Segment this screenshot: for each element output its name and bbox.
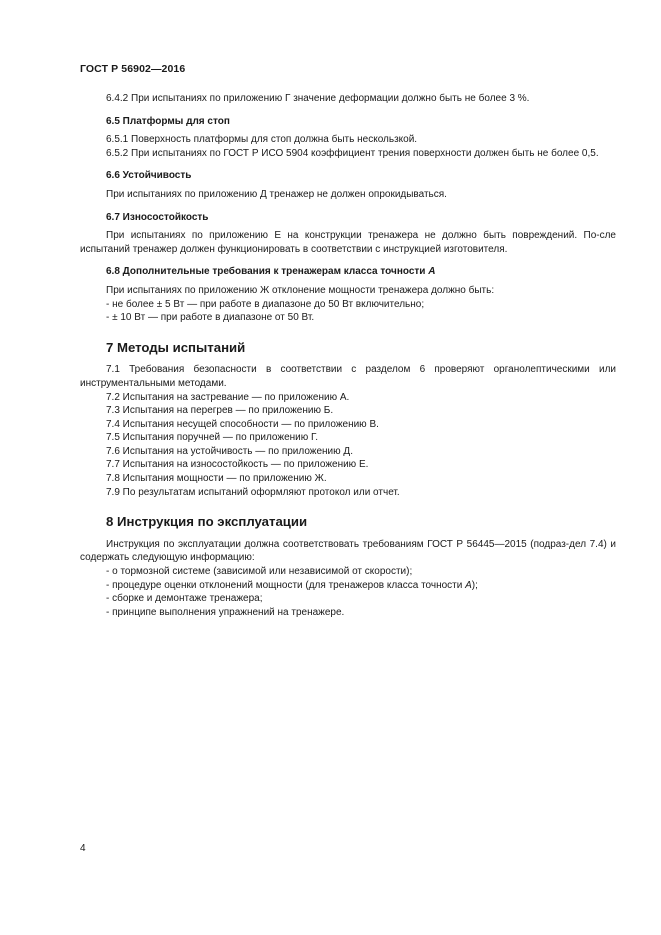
list-item: 7.9 По результатам испытаний оформляют протокол или отчет. [106,486,400,498]
heading-6-6: 6.6 Устойчивость [106,170,192,182]
accuracy-class-label: А [428,266,436,278]
document-header: ГОСТ Р 56902—2016 [80,63,186,75]
list-item: 7.4 Испытания несущей способности — по приложению В. [106,418,379,430]
paragraph-6-6: При испытаниях по приложению Д тренажер не должен опрокидываться. [106,188,447,200]
list-item: 7.8 Испытания мощности — по приложению Ж. [106,473,327,485]
heading-6-7: 6.7 Износостойкость [106,211,209,223]
list-item: 7.5 Испытания поручней — по приложению Г. [106,432,318,444]
section-8-title: 8 Инструкция по эксплуатации [106,514,308,530]
heading-6-5: 6.5 Платформы для стоп [106,115,230,127]
list-item: - не более ± 5 Вт — при работе в диапазоне до 50 Вт включительно; [106,298,425,310]
list-item-suffix: ); [471,579,478,591]
paragraph-7-1: 7.1 Требования безопасности в соответствии с разделом 6 проверяют органолептическими или инструментальными методами. [80,364,616,389]
list-item-text: - процедуре оценки отклонений мощности (для тренажеров класса точности [106,579,466,591]
list-item: - сборке и демонтаже тренажера; [106,593,263,605]
section-7-title: 7 Методы испытаний [106,339,246,355]
list-item: 7.2 Испытания на застревание — по приложению А. [106,391,350,403]
list-item: 7.6 Испытания на устойчивость — по приложению Д. [106,445,353,457]
document-body [80,92,616,619]
accuracy-class-label: А [465,579,472,591]
list-item: - ± 10 Вт — при работе в диапазоне от 50 Вт. [106,312,315,324]
paragraph-8-intro: Инструкция по эксплуатации должна соответствовать требованиям ГОСТ Р 56445—2015 (подраз-дел 7.4) и содержать следующую информацию: [80,538,616,564]
list-item: 7.3 Испытания на перегрев — по приложению Б. [106,405,334,417]
heading-6-8 [80,265,616,279]
page-number: 4 [80,843,86,854]
paragraph-6-4-2: 6.4.2 При испытаниях по приложению Г значение деформации должно быть не более 3 %. [106,93,530,104]
list-item [80,579,616,593]
paragraph-6-7: При испытаниях по приложению Е на конструкции тренажера не должно быть повреждений. По-сле испытаний тренажер должен функционировать в соответствии с инструкцией изготовителя. [80,230,616,255]
paragraph-6-8: При испытаниях по приложению Ж отклонение мощности тренажера должно быть: [106,284,495,296]
heading-6-8-text: 6.8 Дополнительные требования к тренажерам класса точности [106,266,429,278]
list-item: 7.7 Испытания на износостойкость — по приложению Е. [106,459,369,471]
list-item: - о тормозной системе (зависимой или независимой от скорости); [106,566,413,578]
paragraph-6-5-1: 6.5.1 Поверхность платформы для стоп должна быть нескользкой. [106,134,418,146]
paragraph-6-5-2: 6.5.2 При испытаниях по ГОСТ Р ИСО 5904 коэффициент трения поверхности должен быть не более 0,5. [106,147,599,159]
list-item: - принципе выполнения упражнений на тренажере. [106,606,345,618]
